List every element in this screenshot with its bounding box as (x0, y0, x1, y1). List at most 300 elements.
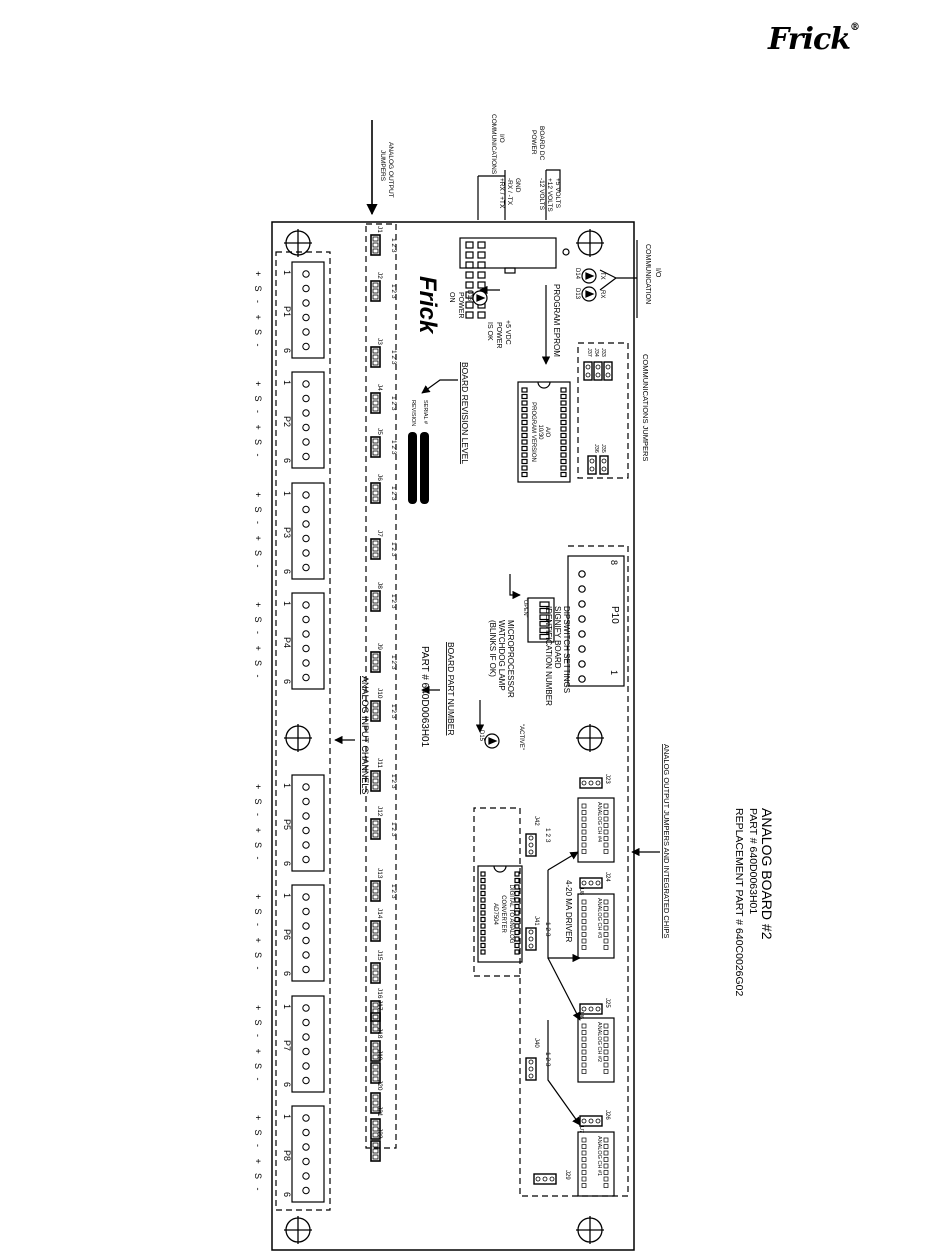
dac-line-2: CONVERTER (500, 895, 506, 933)
pin-label: - (253, 923, 263, 926)
output-jumper-pin (550, 1177, 554, 1181)
pin-hole (303, 492, 309, 498)
pin-label: - (253, 453, 263, 457)
jumper-j8 (371, 582, 397, 611)
part-number-value: PART # 640D0063H01 (419, 646, 430, 748)
chip-label: ANALOG CH #2 (596, 1022, 602, 1063)
jumper-pin (373, 541, 378, 545)
comm-jumper-j33 (600, 348, 606, 357)
connector-last-pin: 6 (282, 348, 292, 354)
jumper-block (371, 281, 380, 301)
chip-pin (582, 1171, 586, 1175)
pin-label: S (253, 439, 263, 446)
jumper-label: J2 (376, 272, 383, 279)
output-jumper-pin (582, 1007, 586, 1011)
connector-name: P6 (282, 929, 292, 941)
pin-hole (303, 660, 309, 666)
jumper-pin (373, 497, 378, 501)
output-jumper-label: J40 (533, 1038, 539, 1048)
chip-pin (604, 811, 608, 815)
board-frick-logo: Frick (414, 276, 441, 334)
frick-logo: Frick® (768, 22, 860, 57)
board-dc-power-label-1: BOARD DC (538, 126, 545, 161)
pin-label: + (253, 894, 263, 900)
jumper-pins-label: 1 2 3 (390, 284, 397, 299)
comm-jumper-j34 (593, 348, 599, 357)
chip-pin (604, 1024, 608, 1028)
pin-hole (303, 1115, 309, 1121)
power-pin-rx-tx-neg: -RX / -TX (506, 178, 513, 206)
pin-label: S (253, 395, 263, 402)
jumper-pin (373, 935, 378, 939)
driver-label: 4-20 MA DRIVER (564, 880, 573, 943)
chip-pin (604, 900, 608, 904)
jumper-label: J4 (376, 384, 383, 391)
chip-pin (604, 946, 608, 950)
power-pin-rx-tx-pos: +RX / +TX (498, 178, 505, 209)
open-label: "OPEN" (522, 598, 528, 618)
board-part: PART # 640D0063H01 (747, 808, 759, 915)
output-jumper-j41 (526, 916, 551, 950)
output-jumper-block (580, 878, 602, 888)
pin-hole (303, 329, 309, 335)
jumper-pin (373, 1101, 378, 1105)
jumper-pin (373, 249, 378, 253)
connector-first-pin: 1 (282, 491, 292, 497)
tx-label: TX (599, 272, 605, 280)
jumper-label: J19 (376, 1050, 383, 1061)
connector-p8 (253, 1106, 324, 1202)
chip-u-label: U6 (578, 1012, 584, 1020)
connector-name: P7 (282, 1040, 292, 1052)
chip-pin (604, 1145, 608, 1149)
pin-hole (303, 1144, 309, 1150)
connector-first-pin: 1 (282, 893, 292, 899)
jumper-j3 (371, 338, 397, 367)
output-jumper-j26 (580, 1110, 610, 1126)
pin-hole (303, 314, 309, 320)
pin-hole (303, 784, 309, 790)
output-jumper-block (526, 834, 536, 856)
pin-hole (303, 453, 309, 459)
d15-label: D15 (478, 730, 484, 742)
output-jumper-label: J41 (533, 916, 539, 926)
jumper-pins-label: 1 2 3 (390, 396, 397, 411)
jumper-j11 (371, 758, 397, 791)
output-jumper-j29 (534, 1170, 570, 1184)
pin-label: - (253, 856, 263, 860)
pin-hole (303, 631, 309, 637)
pin-label: - (253, 300, 263, 303)
chip-pin (582, 1031, 586, 1035)
connector-first-pin: 1 (282, 1004, 292, 1010)
jumper-pin (373, 1149, 378, 1153)
board-title: ANALOG BOARD #2 (759, 808, 775, 940)
connector-name: P5 (282, 819, 292, 831)
pin-label: + (253, 424, 263, 430)
chip-pin (604, 907, 608, 911)
jumper-pin (373, 349, 378, 353)
jumper-pins-label: 1 2 3 (390, 542, 397, 557)
analog-output-chip-4 (578, 798, 614, 862)
chip-label: ANALOG CH #1 (596, 1136, 602, 1177)
jumper-block (371, 539, 380, 559)
jumper-j9 (371, 643, 397, 672)
pin-label: S (253, 1129, 263, 1136)
watchdog-label-2: WATCHDOG LAMP (497, 620, 506, 691)
connector-first-pin: 1 (282, 783, 292, 789)
pin-label: - (253, 1034, 263, 1037)
chip-pin (582, 1037, 586, 1041)
eprom-line-1: A/O (544, 426, 550, 438)
chip-pin (604, 1037, 608, 1041)
dipswitch-label-1: DIPSWITCH SETTINGS (562, 606, 571, 694)
jumper-block (371, 701, 380, 721)
chip-pin (582, 850, 586, 854)
chip-pin (582, 907, 586, 911)
io-communications-label-1: I/O (498, 134, 505, 143)
chip-pin (582, 913, 586, 917)
connector-last-pin: 6 (282, 679, 292, 685)
connector-first-pin: 1 (282, 380, 292, 386)
board-outline (272, 222, 634, 1250)
chip-pin (604, 1138, 608, 1142)
pin-hole (303, 550, 309, 556)
connector-name: P8 (282, 1150, 292, 1162)
jumper-label: J18 (376, 1028, 383, 1039)
pin-hole (303, 827, 309, 833)
output-jumper-pin (582, 881, 586, 885)
jumper-pin (373, 395, 378, 399)
comm-jumper-block (604, 362, 612, 380)
connector-p5 (253, 775, 324, 871)
jumper-pin (373, 485, 378, 489)
connector-name: P1 (282, 306, 292, 318)
jumper-pin (373, 715, 378, 719)
jumper-pins-label: 1 2 3 (390, 884, 397, 899)
pin-hole (303, 894, 309, 900)
chip-pin (604, 1050, 608, 1054)
comm-jumper-block (594, 362, 602, 380)
output-jumper-pin (596, 781, 600, 785)
output-jumper-pins-label: 1 2 3 (544, 828, 551, 843)
output-jumper-pin (596, 1119, 600, 1123)
chip-pin (582, 920, 586, 924)
connector-p7 (253, 996, 324, 1092)
pin-hole (303, 535, 309, 541)
analog-output-jumpers-label-2: JUMPERS (379, 150, 386, 182)
jumper-pin (373, 833, 378, 837)
chip-pin (582, 1184, 586, 1188)
chip-pin (582, 946, 586, 950)
pin-label: + (253, 937, 263, 943)
jumper-pin (373, 883, 378, 887)
jumper-pin (373, 779, 378, 783)
d13-label: D13 (574, 288, 580, 300)
pin-hole (303, 908, 309, 914)
connector-first-pin: 1 (282, 270, 292, 276)
eprom-line-2: 10/30 (537, 424, 543, 440)
jumper-pin (373, 553, 378, 557)
io-communications-label-2: COMMUNICATIONS (490, 114, 497, 175)
jumper-label: J15 (376, 950, 383, 961)
output-jumper-pin (582, 781, 586, 785)
jumper-pin (373, 289, 378, 293)
analog-output-chip-1 (578, 1126, 614, 1196)
output-jumper-label: J26 (604, 1110, 610, 1120)
jumper-pins-label: 1 2 3 (390, 774, 397, 789)
jumper-pin (373, 283, 378, 287)
chip-pin (582, 933, 586, 937)
power-ok-label-1: +5 VDC (504, 320, 511, 345)
chip-pin (604, 837, 608, 841)
comm-jumper-label: J37 (586, 348, 592, 357)
jumper-pin (373, 1143, 378, 1147)
chip-pin (582, 824, 586, 828)
comm-jumper-label: J35 (600, 444, 606, 453)
jumper-block (371, 652, 380, 672)
pin-label: S (253, 952, 263, 959)
jumper-pin (373, 965, 378, 969)
chip-pin (604, 1063, 608, 1067)
pin-label: - (253, 1187, 263, 1191)
p10-last: 1 (609, 670, 619, 676)
jumper-pins-label: 1 2 3 (390, 486, 397, 501)
connector-last-pin: 6 (282, 861, 292, 867)
jumper-pin (373, 1095, 378, 1099)
output-jumper-j40 (526, 1038, 551, 1080)
output-jumper-pin (589, 1119, 593, 1123)
jumper-j2 (371, 272, 397, 301)
pin-label: - (253, 343, 263, 347)
output-jumper-pin (589, 1007, 593, 1011)
jumper-pin (373, 785, 378, 789)
chip-label: ANALOG CH #4 (596, 802, 602, 843)
chip-pin (582, 1138, 586, 1142)
connector-p1 (253, 262, 324, 358)
output-jumper-label: J25 (604, 998, 610, 1008)
jumper-pin (373, 1121, 378, 1125)
jumper-label: J16 (376, 988, 383, 999)
jumper-label: J21 (376, 1106, 383, 1117)
revision-bar (420, 432, 429, 504)
jumper-pin (373, 895, 378, 899)
jumper-pin (373, 593, 378, 597)
pin-label: + (253, 271, 263, 277)
output-jumper-pin (536, 1177, 540, 1181)
pin-hole (303, 395, 309, 401)
pin-label: + (253, 602, 263, 608)
dac-chip (478, 866, 522, 962)
jumper-label: J1 (376, 226, 383, 233)
pin-label: S (253, 660, 263, 667)
chip-u-label: U7 (578, 1126, 584, 1134)
jumper-j4 (371, 384, 397, 413)
jumper-j5 (371, 428, 397, 457)
pin-hole (303, 564, 309, 570)
connector-name: P4 (282, 637, 292, 649)
pin-label: - (253, 1144, 263, 1147)
jumper-pins-label: 1 2 3 (390, 655, 397, 670)
pin-hole (303, 842, 309, 848)
p10-name: P10 (609, 606, 620, 624)
pin-hole (303, 381, 309, 387)
d14-label: D14 (574, 268, 580, 280)
pin-label: - (253, 521, 263, 524)
chip-pin (604, 817, 608, 821)
chip-pin (604, 804, 608, 808)
power-on-label-2: ON (448, 292, 455, 303)
power-on-label-1: POWER (457, 292, 464, 319)
connector-last-pin: 6 (282, 458, 292, 464)
pin-hole (303, 343, 309, 349)
pin-label: + (253, 535, 263, 541)
board-revision-level-label: BOARD REVISION LEVEL (460, 362, 470, 465)
jumper-pin (373, 599, 378, 603)
board-part-number-label: BOARD PART NUMBER (446, 642, 456, 736)
output-jumper-label: J29 (564, 1170, 570, 1180)
jumper-label: J17 (376, 1000, 383, 1011)
chip-pin (582, 830, 586, 834)
chip-pin (604, 1044, 608, 1048)
jumper-j13 (371, 868, 397, 901)
chip-pin (582, 804, 586, 808)
output-jumper-label: J23 (604, 774, 610, 784)
pin-label: + (253, 1005, 263, 1011)
comm-jumper-j35 (600, 444, 606, 453)
pin-hole (303, 645, 309, 651)
power-ok-label-2: POWER (495, 322, 502, 349)
output-jumper-pin (596, 1007, 600, 1011)
jumper-label: J11 (376, 758, 383, 768)
comm-jumper-block (588, 456, 596, 474)
output-jumper-pin (589, 781, 593, 785)
pin-label: - (253, 410, 263, 413)
watchdog-label-1: MICROPROCESSOR (506, 620, 515, 698)
d16-label: D16 (466, 290, 472, 302)
output-jumper-pin (529, 937, 533, 941)
pin-label: S (253, 798, 263, 805)
program-eprom-label: PROGRAM EPROM (552, 284, 561, 357)
pin-label: + (253, 1115, 263, 1121)
pin-label: + (253, 314, 263, 320)
chip-pin (604, 1164, 608, 1168)
power-pin-neg12v: -12 VOLTS (538, 178, 545, 211)
chip-pin (582, 817, 586, 821)
jumper-block (371, 881, 380, 901)
chip-pin (582, 926, 586, 930)
output-jumper-pin (529, 944, 533, 948)
pin-label: - (253, 813, 263, 816)
jumper-pin (373, 773, 378, 777)
jumper-pin (373, 977, 378, 981)
pin-hole (303, 952, 309, 958)
output-jumper-block (526, 928, 536, 950)
jumper-pin (373, 295, 378, 299)
io-communication-label-2: COMMUNICATION (644, 244, 651, 305)
jumper-pins-label: 1 2 3 (390, 822, 397, 837)
pin-label: S (253, 1173, 263, 1180)
connector-last-pin: 6 (282, 569, 292, 575)
connector-first-pin: 1 (282, 601, 292, 607)
jumper-j6 (371, 474, 397, 503)
output-jumper-pin (529, 930, 533, 934)
serial-label: SERIAL # (422, 400, 428, 424)
jumper-pin (373, 703, 378, 707)
pin-hole (303, 410, 309, 416)
connector-p4 (253, 593, 324, 689)
chip-u-label: U8 (578, 888, 584, 896)
analog-output-chip-3 (578, 888, 614, 958)
output-jumper-pin (529, 1060, 533, 1064)
power-pin-12v: +12 VOLTS (546, 178, 553, 212)
chip-pin (604, 824, 608, 828)
analog-output-chip-2 (578, 1012, 614, 1082)
jumper-pin (373, 1043, 378, 1047)
board-dc-power-label-2: POWER (530, 130, 537, 155)
jumper-label: J9 (376, 643, 383, 650)
output-jumper-pin (543, 1177, 547, 1181)
jumper-block (371, 347, 380, 367)
jumper-label: J22 (376, 1128, 383, 1139)
chip-pin (604, 1177, 608, 1181)
pin-label: S (253, 908, 263, 915)
pin-label: + (253, 645, 263, 651)
jumper-pin (373, 1065, 378, 1069)
pin-hole (303, 271, 309, 277)
chip-pin (604, 1184, 608, 1188)
chip-pin (582, 1063, 586, 1067)
pin-hole (303, 616, 309, 622)
chip-pin (604, 1057, 608, 1061)
connector-name: P2 (282, 416, 292, 428)
output-jumper-pin (529, 1074, 533, 1078)
pin-hole (303, 937, 309, 943)
jumper-block (371, 483, 380, 503)
chip-pin (604, 920, 608, 924)
comm-jumper-label: J36 (593, 444, 599, 453)
jumper-pin (373, 923, 378, 927)
jumper-label: J8 (376, 582, 383, 589)
chip-pin (604, 843, 608, 847)
comm-jumper-block (584, 362, 592, 380)
jumper-pin (373, 491, 378, 495)
pin-label: S (253, 1019, 263, 1026)
pin-hole (303, 1077, 309, 1083)
eprom-chip (518, 382, 570, 482)
pin-hole (303, 674, 309, 680)
pin-hole (303, 521, 309, 527)
pin-hole (303, 1048, 309, 1054)
pin-label: S (253, 842, 263, 849)
jumper-pin (373, 666, 378, 670)
jumper-pins-label: 1 2 3 (390, 350, 397, 365)
jumper-pin (373, 355, 378, 359)
pin-label: + (253, 784, 263, 790)
serial-bar (408, 432, 417, 504)
output-jumper-pin (582, 1119, 586, 1123)
jumper-block (371, 393, 380, 413)
pin-label: + (253, 1048, 263, 1054)
pin-label: S (253, 616, 263, 623)
dipswitch-label-3: IDENTIFICATION NUMBER (544, 606, 553, 706)
output-jumper-j24 (580, 872, 610, 888)
pin-hole (303, 602, 309, 608)
jumper-pin (373, 821, 378, 825)
pin-hole (303, 1063, 309, 1069)
connector-last-pin: 6 (282, 1082, 292, 1088)
chip-pin (604, 1171, 608, 1175)
